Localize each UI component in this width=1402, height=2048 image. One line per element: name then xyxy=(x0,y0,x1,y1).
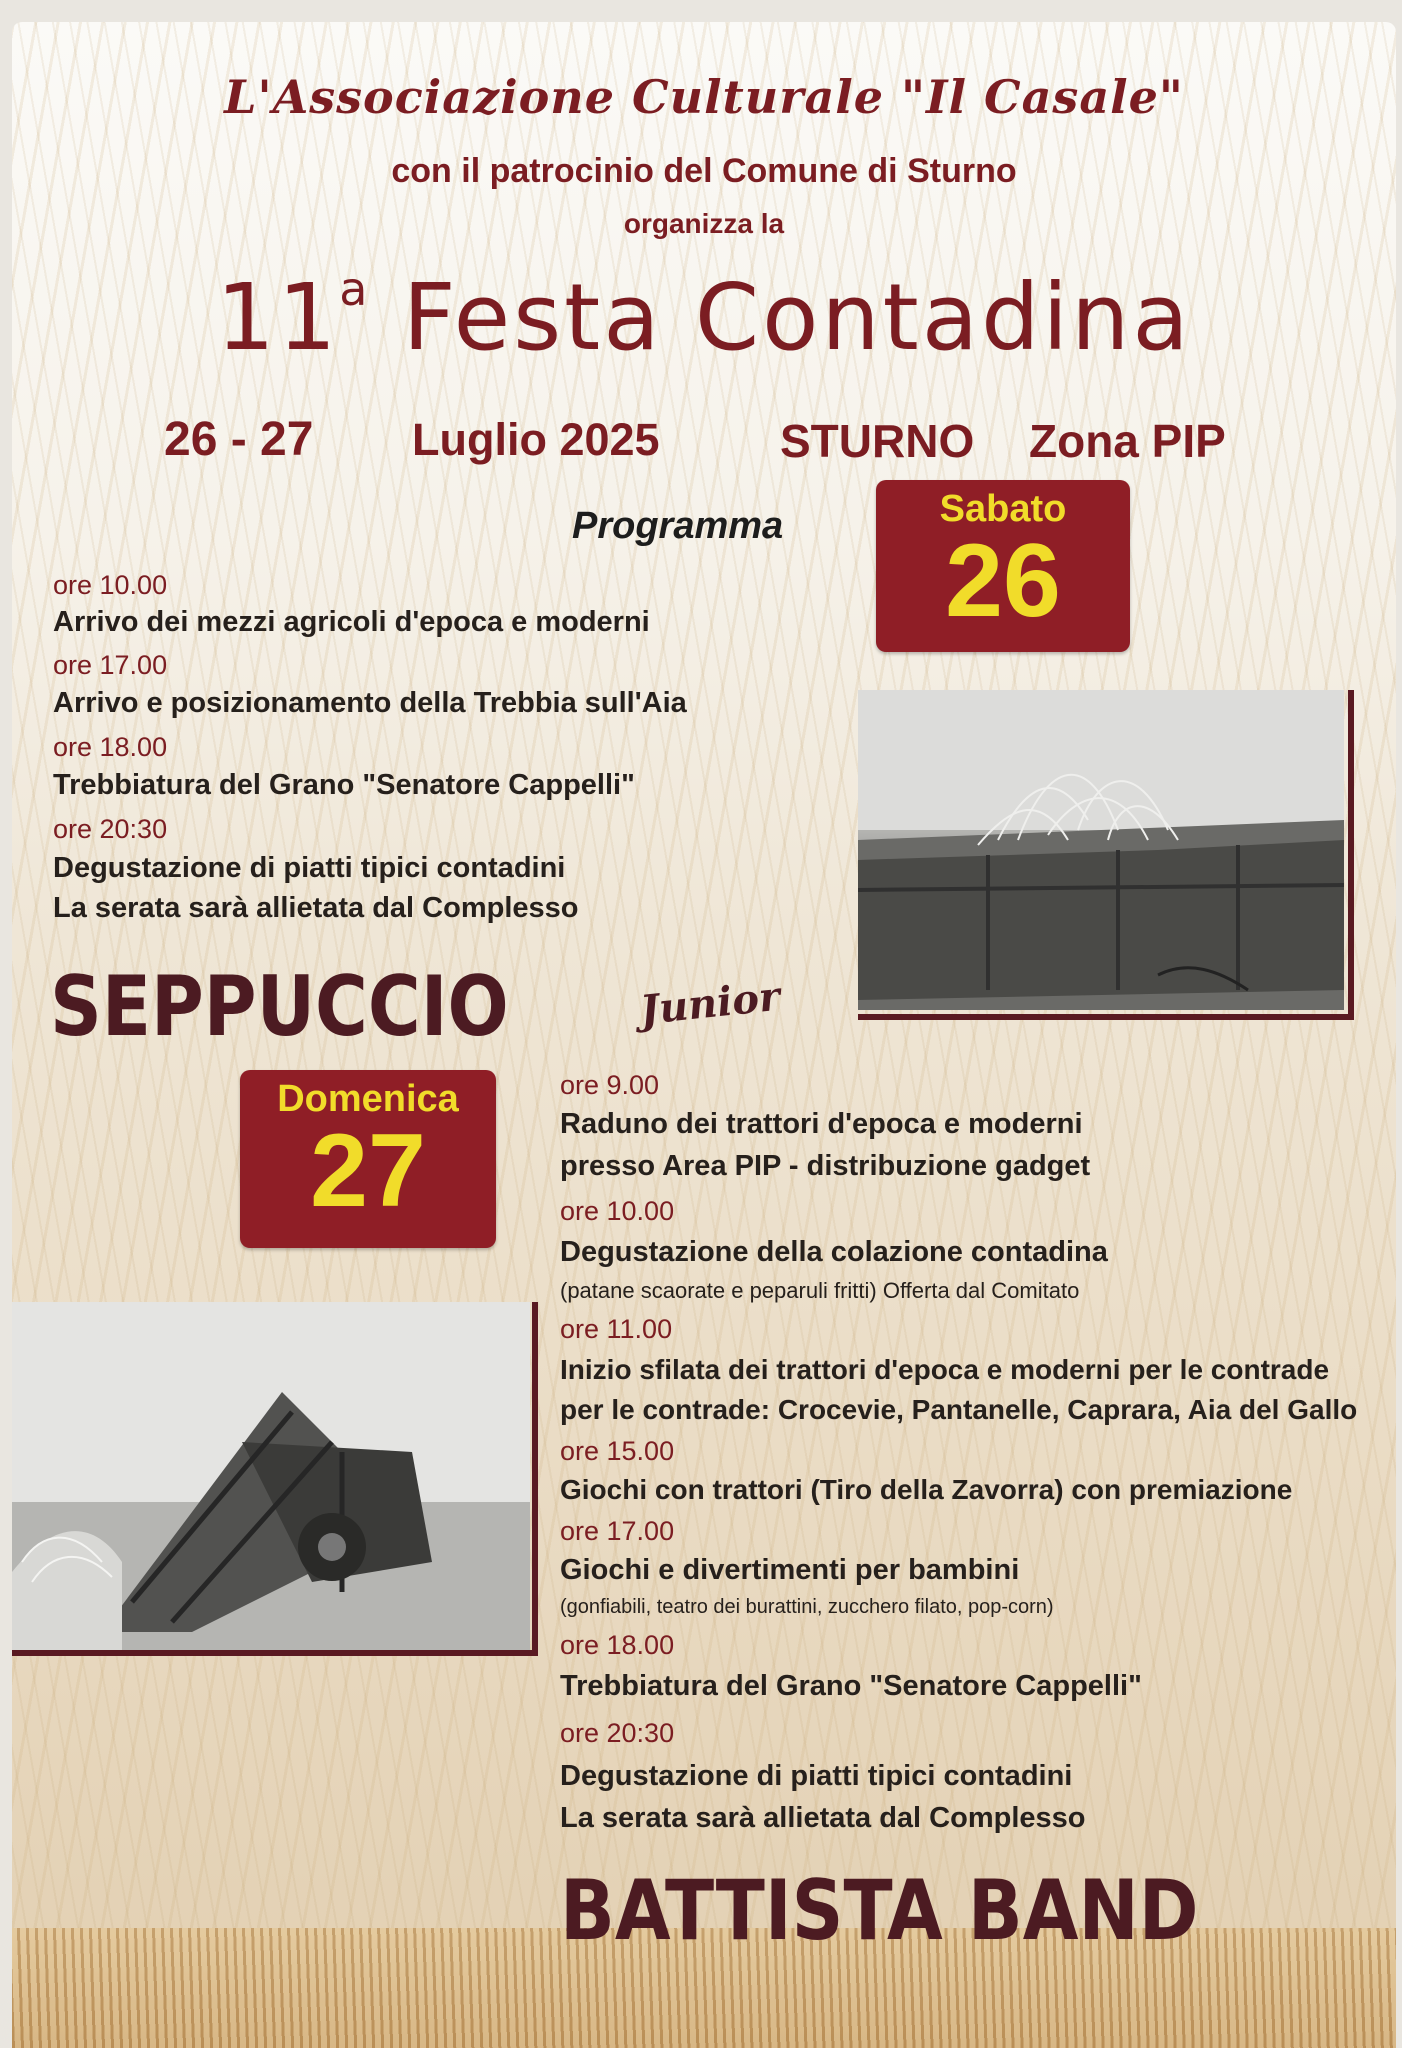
sun-event-1-time: ore 9.00 xyxy=(560,1070,660,1100)
sunday-day-number: 27 xyxy=(310,1113,426,1229)
sun-event-7-text-2: La serata sarà allietata dal Complesso xyxy=(560,1802,1086,1834)
sun-event-4-text: Giochi con trattori (Tiro della Zavorra) con premiazione xyxy=(560,1474,1293,1505)
sun-event-2-time: ore 10.00 xyxy=(560,1196,675,1226)
sun-event-1-text-2: presso Area PIP - distribuzione gadget xyxy=(560,1150,1091,1182)
saturday-photo-frame-bottom xyxy=(858,1014,1354,1020)
threshing-machine-illustration xyxy=(858,690,1344,1010)
sun-event-6-time: ore 18.00 xyxy=(560,1630,675,1660)
sun-event-3-text-2: per le contrade: Crocevie, Pantanelle, Caprara, Aia del Gallo xyxy=(560,1394,1358,1425)
harvester-illustration xyxy=(12,1302,530,1652)
sun-event-5-text: Giochi e divertimenti per bambini xyxy=(560,1554,1020,1586)
sun-event-4-time: ore 15.00 xyxy=(560,1436,675,1466)
event-dates: 26 - 27 xyxy=(164,413,314,466)
sat-event-4-text-1: Degustazione di piatti tipici contadini xyxy=(53,852,566,884)
sun-event-3-time: ore 11.00 xyxy=(560,1314,673,1344)
sat-event-1-time: ore 10.00 xyxy=(53,570,168,600)
saturday-day-box xyxy=(876,480,1130,652)
sun-event-7-text-1: Degustazione di piatti tipici contadini xyxy=(560,1760,1073,1792)
sun-event-2-note: (patane scaorate e peparuli fritti) Offerta dal Comitato xyxy=(560,1278,1080,1303)
saturday-band-name: SEPPUCCIO xyxy=(50,958,509,1055)
sun-event-1-text-1: Raduno dei trattori d'epoca e moderni xyxy=(560,1108,1083,1140)
sun-event-5-time: ore 17.00 xyxy=(560,1516,675,1546)
sun-event-3-text-1: Inizio sfilata dei trattori d'epoca e moderni per le contrade xyxy=(560,1354,1330,1385)
title-ordinal: a xyxy=(339,262,371,316)
saturday-day-number: 26 xyxy=(945,523,1061,639)
poster xyxy=(12,22,1396,2048)
sun-event-7-time: ore 20:30 xyxy=(560,1718,675,1748)
association-name: L'Associazione Culturale "Il Casale" xyxy=(224,70,1184,124)
organizes-line: organizza la xyxy=(623,208,785,239)
threshing-machine-photo xyxy=(858,690,1344,1010)
sun-event-5-note: (gonfiabili, teatro dei burattini, zucchero filato, pop-corn) xyxy=(560,1596,1054,1618)
sat-event-4-text-2: La serata sarà allietata dal Complesso xyxy=(53,892,579,924)
sat-event-1-text: Arrivo dei mezzi agricoli d'epoca e moderni xyxy=(53,606,650,638)
sunday-day-name: Domenica xyxy=(277,1078,459,1120)
event-title xyxy=(12,264,1396,371)
title-number: 11 xyxy=(216,264,340,371)
event-month-year: Luglio 2025 xyxy=(412,414,660,465)
sun-event-2-text: Degustazione della colazione contadina xyxy=(560,1236,1108,1268)
title-text: Festa Contadina xyxy=(402,264,1192,371)
sat-event-4-time: ore 20:30 xyxy=(53,814,168,844)
programme-label: Programma xyxy=(572,505,784,547)
harvester-photo xyxy=(12,1302,530,1652)
sunday-day-box xyxy=(240,1070,496,1248)
sunday-photo-frame-right xyxy=(532,1302,538,1652)
patronage-line: con il patrocinio del Comune di Sturno xyxy=(391,152,1017,190)
sunday-band-name: BATTISTA BAND xyxy=(560,1862,1199,1959)
event-town: STURNO xyxy=(780,415,975,467)
sat-event-3-text: Trebbiatura del Grano "Senatore Cappelli" xyxy=(53,769,635,801)
sun-event-6-text: Trebbiatura del Grano "Senatore Cappelli" xyxy=(560,1670,1142,1702)
event-area: Zona PIP xyxy=(1029,415,1226,467)
sat-event-2-text: Arrivo e posizionamento della Trebbia sull'Aia xyxy=(53,687,687,719)
saturday-photo-frame-right xyxy=(1348,690,1354,1018)
saturday-day-name: Sabato xyxy=(939,488,1067,530)
sat-event-3-time: ore 18.00 xyxy=(53,732,168,762)
saturday-band-suffix: Junior xyxy=(637,972,783,1035)
sunday-photo-frame-bottom xyxy=(12,1650,538,1656)
sat-event-2-time: ore 17.00 xyxy=(53,650,168,680)
